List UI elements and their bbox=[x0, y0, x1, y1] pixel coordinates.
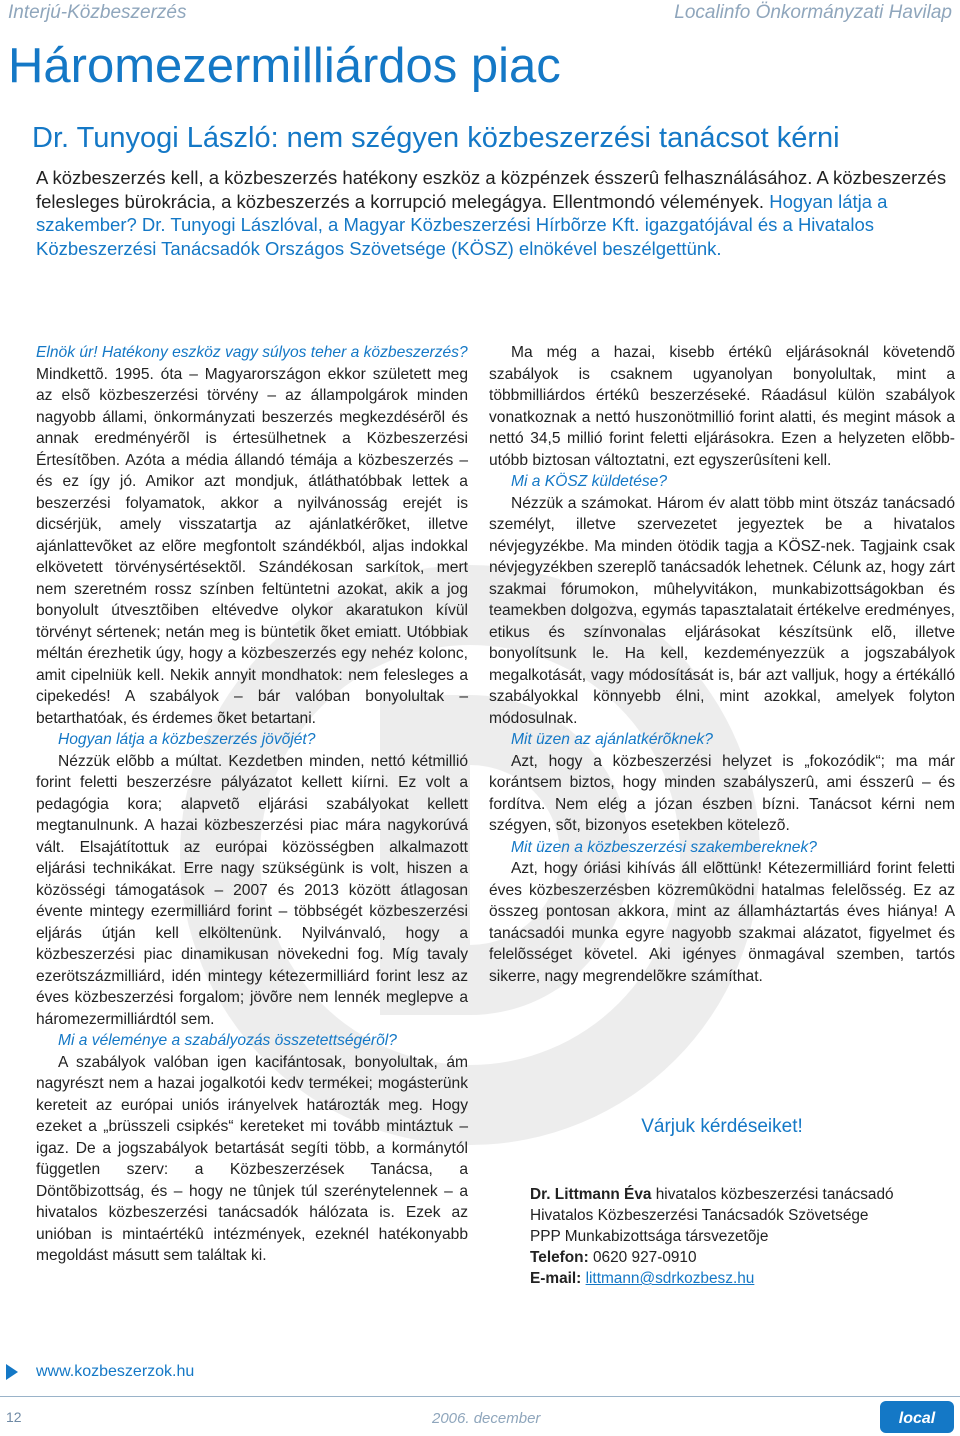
article-subtitle: Dr. Tunyogi László: nem szégyen közbeszerzési tanácsot kérni bbox=[32, 122, 840, 154]
phone-label: Telefon: bbox=[530, 1249, 589, 1266]
question-heading: Mit üzen az ajánlatkérõknek? bbox=[511, 731, 713, 748]
article-title: Háromezermilliárdos piac bbox=[8, 39, 561, 93]
answer-paragraph: Azt, hogy óriási kihívás áll elõttünk! Kétezermilliárd forint feletti éves közbeszerzésben közremûködni hatalmas felelõsség. Ez az összeg pontosan akkora, mint az államháztartás éves hiánya! A tanácsadói munka egyre nagyobb szakmai alázatot, figyelmet és felelõsséget követel. Aki igényes önmagával szemben, tartós sikerre, nagy megrendelõkre számíthat. bbox=[489, 860, 955, 985]
contact-role: hivatalos közbeszerzési tanácsadó bbox=[651, 1186, 894, 1203]
lead-text-highlight: Hogyan látja a szakember? Dr. Tunyogi Lászlóval, a Magyar Közbeszerzési Hírbõrze Kft. igazgatójával és a Hivatalos Közbeszerzési Tanácsadók Országos Szövetsége (KÖSZ) elnökével beszélgettünk. bbox=[36, 190, 888, 259]
svg-text:local: local bbox=[898, 1410, 936, 1427]
answer-paragraph: Ma még a hazai, kisebb értékû eljárásoknál követendõ szabályok is csaknem ugyanolyan bonyolultak, mint a többmilliárdos értékû beszerzéseké. Ráadásul külön szabályok vonatkoznak a nettó huszonötmillió forint alatti, és megint mások a nettó 34,5 millió forint feletti eljárásokra. Ezen a helyzeten elõbb-utóbb biztosan változtatni, ezt egyszerûsíteni kell. bbox=[489, 344, 955, 469]
answer-paragraph: Nézzük elõbb a múltat. Kezdetben minden, nettó kétmillió forint feletti beszerzésre pályázatot kellett kiírni. Ez volt a pedagógia kora; alapvetõ eljárási szabályokat kellett megtanulnunk. A hazai közbeszerzési piac mára nagykorúvá vált. Elsajátítottuk az európai közösségben alkalmazott eljárási technikákat. Erre nagy szükségünk is volt, hiszen a közösségi támogatások – 2007 és 2013 között átlagosan évente mintegy ezermilliárd forint – többségét közbeszerzési eljárás útján kell elköltenünk. Nyilvánvaló, hogy a közbeszerzési piac dinamikusan növekedni fog. Míg tavaly ezerötszázmilliárd, idén mintegy kétezermilliárd forint lesz az éves közbeszerzési forgalom; jövõre nem lennék meglepve a háromezermilliárdtól sem. bbox=[36, 752, 468, 1028]
section-header: Interjú-Közbeszerzés bbox=[8, 2, 187, 23]
publication-name: Localinfo Önkormányzati Havilap bbox=[674, 2, 952, 23]
footer-divider bbox=[0, 1396, 960, 1397]
call-to-action: Várjuk kérdéseiket! bbox=[641, 1116, 803, 1137]
answer-paragraph: Azt, hogy a közbeszerzési helyzet is „fokozódik“; ma már korántsem biztos, hogy minden szabályszerû, ami ésszerû – és fordítva. Nem elég a józan észben bízni. Tanácsot kérni nem szégyen, sõt, bizonyos esetekben kötelezõ. bbox=[489, 752, 955, 834]
email-link[interactable]: littmann@sdrkozbesz.hu bbox=[585, 1270, 755, 1287]
issue-date: 2006. december bbox=[432, 1410, 541, 1427]
page-number: 12 bbox=[6, 1409, 22, 1425]
contact-position: PPP Munkabizottsága társvezetõje bbox=[530, 1228, 769, 1245]
lead-text: A közbeszerzés kell, a közbeszerzés hatékony eszköz a közpénzek ésszerû felhasználásához. A közbeszerzés felesleges bürokrácia, a közbeszerzés a korrupció melegágya. Ellentmondó vélemények. bbox=[36, 167, 947, 212]
answer-paragraph: Nézzük a számokat. Három év alatt több mint ötszáz tanácsadó személyt, illetve szervezetet jegyeztek be a hivatalos névjegyzékbe. Ma minden ötödik tagja a KÖSZ-nek. Tagjaink csak névjegyzékben szereplõ tanácsadók lehetnek. Célunk az, hogy zárt szakmai fórumokon, mûhelyvitákon, munkabizottságokban és teamekben dolgozva, egymás tapasztalatait értékelve eredményes, etikus és színvonalas eljárásokat készítsünk elõ, illetve bonyolítsunk le. Ha kell, kezdeményezzük a jogszabályok megalkotását, vagy módosítását is, bár azt valljuk, hogy a értékálló szabályokkal könnyebb élni, mint azokkal, amelyek folyton módosulnak. bbox=[489, 494, 955, 727]
left-column bbox=[36, 342, 468, 1267]
email-label: E-mail: bbox=[530, 1270, 582, 1287]
website-link-row bbox=[6, 1363, 194, 1381]
question-heading: Hogyan látja a közbeszerzés jövõjét? bbox=[58, 731, 316, 748]
question-heading: Mi a KÖSZ küldetése? bbox=[511, 473, 668, 490]
contact-name: Dr. Littmann Éva bbox=[530, 1186, 652, 1203]
contact-box bbox=[530, 1184, 894, 1289]
article-lead bbox=[36, 166, 956, 260]
arrow-icon bbox=[6, 1364, 18, 1380]
localinfo-logo bbox=[880, 1399, 954, 1435]
question-heading: Mit üzen a közbeszerzési szakembereknek? bbox=[511, 838, 817, 856]
website-link[interactable]: www.kozbeszerzok.hu bbox=[36, 1363, 195, 1380]
right-column bbox=[489, 342, 955, 987]
answer-paragraph: Mindkettõ. 1995. óta – Magyarországon ekkor született meg az elsõ közbeszerzési törvény – az állampolgárok minden nagyobb állami, önkormányzati beszerzés megkezdésérõl és annak eredményérõl is értesülhetnek a Közbeszerzési Értesítõben. Azóta a média állandó témája a közbeszerzés – és ez így jó. Amikor azt mondjuk, átláthatóbbak lettek a beszerzési folyamatok, akkor a nyilvánosság erejét is dicsérjük, amely visszatartja az ajánlatkérõket, illetve ajánlattevõket az elõre megfontolt szándékból, aljas indokkal elkövetett törvénysértésektõl. Szándékosan sarkítok, mert nem szeretném rossz színben feltüntetni azokat, akik a jog bonyolult útvesztõiben eltévedve olykor akaratukon kívül törvényt sértenek; netán meg is büntetik õket emiatt. Utóbbiak méltán érezhetik úgy, hogy a közbeszerzés egy nehéz kolonc, amit cipelniük kell. Nekik annyit mondhatok: nem felesleges a cipekedés! A szabályok – bár valóban bonyolultak – betarthatóak, és érdemes õket betartani. bbox=[36, 365, 468, 727]
phone-number: 0620 927-0910 bbox=[588, 1249, 697, 1266]
answer-paragraph: A szabályok valóban igen kacifántosak, bonyolultak, ám nagyrészt nem a hazai jogalkotói kedv termékei; mogásterünk kereteit az európai uniós irányelvek határozták meg. Hogy ezeket a „brüsszeli csipkés“ kereteket mi tovább mintáztuk – igaz. De a jogszabályok betartását segíti több, a kormánytól független szerv: a Közbeszerzések Tanácsa, a Döntõbizottság, és – hogy ne tûnjek túl szerénytelennek – a hivatalos közbeszerzési tanácsadók hálózata is. Ezek az unióban is mintaértékû intézmények, ezeknél hatékonyabb megoldást másutt sem találtak ki. bbox=[36, 1053, 468, 1264]
question-heading: Elnök úr! Hatékony eszköz vagy súlyos teher a közbeszerzés? bbox=[36, 344, 468, 361]
question-heading: Mi a véleménye a szabályozás összetettségérõl? bbox=[58, 1032, 397, 1049]
contact-org: Hivatalos Közbeszerzési Tanácsadók Szövetsége bbox=[530, 1207, 869, 1224]
